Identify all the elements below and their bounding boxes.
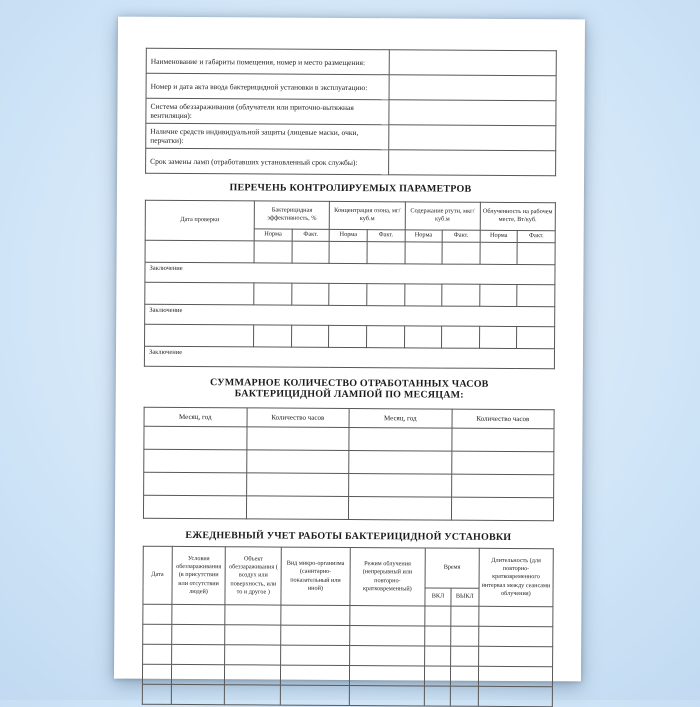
empty-cell — [517, 242, 555, 264]
document-page — [114, 17, 585, 682]
empty-cell — [171, 684, 225, 704]
empty-cell — [517, 284, 555, 306]
table-row — [146, 148, 556, 176]
empty-cell — [144, 426, 247, 450]
empty-cell — [292, 241, 330, 263]
empty-cell — [254, 324, 292, 346]
info-row-value-cell — [389, 125, 556, 151]
conclusion-row — [145, 304, 555, 327]
empty-cell — [425, 626, 451, 646]
empty-cell — [142, 664, 171, 684]
empty-cell — [246, 472, 349, 496]
empty-cell — [366, 325, 404, 347]
subcol-time-off: ВЫКЛ — [451, 588, 479, 606]
empty-cell — [451, 428, 554, 452]
table-header-row — [143, 546, 553, 589]
section-title-params: ПЕРЕЧЕНЬ КОНТРОЛИРУЕМЫХ ПАРАМЕТРОВ — [229, 182, 472, 195]
col-header-irradiance: Облученность на рабочем месте, Вт/куб. — [480, 202, 555, 230]
empty-cell — [329, 325, 367, 347]
empty-cell — [225, 645, 281, 665]
empty-cell — [349, 606, 425, 626]
empty-cell — [480, 242, 518, 264]
empty-cell — [246, 495, 349, 519]
col-header-hours-count: Количество часов — [452, 409, 555, 429]
section-title-hours-line2: БАКТЕРИЦИДНОЙ ЛАМПОЙ ПО МЕСЯЦАМ: — [234, 388, 464, 401]
empty-cell — [172, 604, 226, 624]
subcol-fact: Факт. — [517, 230, 555, 242]
table-row — [143, 644, 553, 667]
empty-cell — [225, 605, 281, 625]
empty-cell — [246, 449, 349, 473]
empty-cell — [451, 626, 479, 646]
empty-cell — [478, 646, 552, 666]
col-header-bactericidal-efficiency: Бактерицидная эффективность, % — [254, 200, 329, 228]
page-content — [142, 48, 557, 707]
table-row — [145, 240, 555, 265]
empty-cell — [143, 644, 172, 664]
empty-cell — [349, 450, 452, 474]
conclusion-row — [145, 262, 555, 285]
info-row-value-cell — [389, 75, 556, 101]
empty-cell — [442, 326, 480, 348]
empty-cell — [143, 495, 246, 519]
conclusion-row — [144, 346, 554, 369]
empty-cell — [478, 626, 552, 646]
section-title-daily-log: ЕЖЕДНЕВНЫЙ УЧЕТ РАБОТЫ БАКТЕРИЦИДНОЙ УСТАНОВКИ — [185, 529, 512, 543]
empty-cell — [254, 240, 292, 262]
empty-cell — [367, 283, 405, 305]
subcol-norm: Норма — [480, 230, 518, 242]
hours-table — [143, 406, 555, 521]
empty-cell — [281, 645, 350, 665]
empty-cell — [450, 686, 478, 706]
empty-cell — [349, 666, 425, 686]
empty-cell — [291, 325, 329, 347]
empty-cell — [329, 283, 367, 305]
empty-cell — [171, 624, 225, 644]
empty-cell — [479, 326, 517, 348]
subcol-norm: Норма — [329, 229, 367, 241]
params-table — [144, 199, 556, 369]
empty-cell — [424, 666, 450, 686]
conclusion-label: Заключение — [144, 346, 554, 369]
table-row — [145, 282, 555, 307]
subcol-time-on: ВКЛ — [425, 588, 451, 606]
col-header-duration: Длительность (для повторно-кратковременного интервал между сеансами облучения) — [479, 548, 554, 606]
info-table — [145, 48, 557, 177]
empty-cell — [479, 284, 517, 306]
empty-cell — [171, 664, 225, 684]
empty-cell — [145, 282, 254, 305]
col-header-ozone-concentration: Концентрация озона, мг/ куб.м — [330, 201, 405, 229]
empty-cell — [145, 324, 254, 347]
empty-cell — [145, 240, 254, 263]
empty-cell — [451, 451, 554, 475]
subcol-norm: Норма — [254, 228, 292, 240]
subcol-fact: Факт. — [442, 230, 480, 242]
empty-cell — [225, 665, 281, 685]
empty-cell — [478, 666, 552, 686]
empty-cell — [450, 646, 478, 666]
info-row-label: Наименование и габариты помещения, номер и место размещения: — [146, 48, 389, 74]
empty-cell — [478, 686, 552, 706]
empty-cell — [349, 427, 452, 451]
table-row — [142, 664, 552, 687]
empty-cell — [281, 605, 350, 625]
table-row — [146, 48, 556, 76]
empty-cell — [349, 646, 425, 666]
table-header-row — [144, 407, 554, 429]
empty-cell — [143, 624, 172, 644]
col-header-check-date: Дата проверки — [145, 200, 254, 241]
empty-cell — [404, 325, 442, 347]
empty-cell — [425, 646, 451, 666]
empty-cell — [144, 449, 247, 473]
table-row — [146, 98, 556, 126]
section-title-hours-line1: СУММАРНОЕ КОЛИЧЕСТВО ОТРАБОТАННЫХ ЧАСОВ — [209, 376, 489, 390]
subcol-fact: Факт. — [367, 229, 405, 241]
col-header-disinfection-conditions: Условия обеззараживания (в присутствии или отсутствии людей) — [172, 546, 226, 604]
table-row — [145, 324, 555, 349]
empty-cell — [225, 685, 281, 705]
daily-log-table — [142, 546, 554, 707]
col-header-time: Время — [425, 548, 479, 588]
empty-cell — [281, 625, 350, 645]
empty-cell — [405, 241, 443, 263]
table-row — [143, 495, 553, 521]
col-header-microorganism-type: Вид микро-организма (санитарно-показательный или иной) — [281, 547, 350, 605]
empty-cell — [349, 626, 425, 646]
info-row-label: Наличие средств индивидуальной защиты (лицевые маски, очки, перчатки): — [146, 123, 389, 149]
empty-cell — [479, 606, 553, 626]
table-row — [143, 604, 553, 627]
empty-cell — [442, 242, 480, 264]
section-title-hours — [144, 376, 555, 402]
table-row — [142, 684, 552, 707]
empty-cell — [171, 644, 225, 664]
empty-cell — [404, 283, 442, 305]
col-header-mercury-content: Содержание ртути, мкг/ куб.м — [405, 201, 480, 229]
empty-cell — [517, 326, 555, 348]
subcol-norm: Норма — [405, 229, 443, 241]
info-row-label: Срок замены ламп (отработавших установленный срок службы): — [146, 148, 389, 174]
table-row — [146, 123, 556, 151]
col-header-disinfection-object: Объект обеззараживания ( воздух или поверхность, или то и другое ) — [225, 547, 281, 605]
empty-cell — [254, 282, 292, 304]
empty-cell — [246, 426, 349, 450]
conclusion-label: Заключение — [145, 262, 555, 285]
empty-cell — [451, 497, 554, 521]
table-row — [144, 449, 554, 475]
col-header-month-year: Месяц, год — [349, 408, 452, 428]
empty-cell — [329, 241, 367, 263]
info-row-label: Номер и дата акта ввода бактерицидной установки в эксплуатацию: — [146, 73, 389, 99]
empty-cell — [451, 606, 479, 626]
table-row — [146, 73, 556, 101]
table-row — [143, 624, 553, 647]
col-header-date: Дата — [143, 546, 172, 604]
empty-cell — [348, 496, 451, 520]
empty-cell — [367, 241, 405, 263]
info-row-value-cell — [389, 50, 556, 76]
empty-cell — [225, 625, 281, 645]
table-row — [144, 426, 554, 452]
empty-cell — [442, 284, 480, 306]
empty-cell — [424, 686, 450, 706]
empty-cell — [425, 606, 451, 626]
empty-cell — [281, 665, 350, 685]
empty-cell — [280, 685, 349, 705]
info-row-value-cell — [389, 100, 556, 126]
col-header-hours-count: Количество часов — [247, 407, 350, 427]
empty-cell — [450, 666, 478, 686]
table-header-row — [145, 200, 555, 231]
empty-cell — [349, 473, 452, 497]
empty-cell — [349, 686, 425, 706]
info-row-label: Система обеззараживания (облучатели или приточно-вытяжная вентиляция): — [146, 98, 389, 124]
empty-cell — [451, 474, 554, 498]
table-row — [144, 472, 554, 498]
empty-cell — [143, 604, 172, 624]
info-row-value-cell — [389, 150, 556, 176]
empty-cell — [291, 283, 329, 305]
col-header-irradiation-mode: Режим облучения (непрерывный или повторно-кратковременный) — [350, 548, 426, 606]
conclusion-label: Заключение — [145, 304, 555, 327]
empty-cell — [144, 472, 247, 496]
col-header-month-year: Месяц, год — [144, 407, 247, 427]
subcol-fact: Факт. — [292, 229, 330, 241]
empty-cell — [142, 684, 171, 704]
